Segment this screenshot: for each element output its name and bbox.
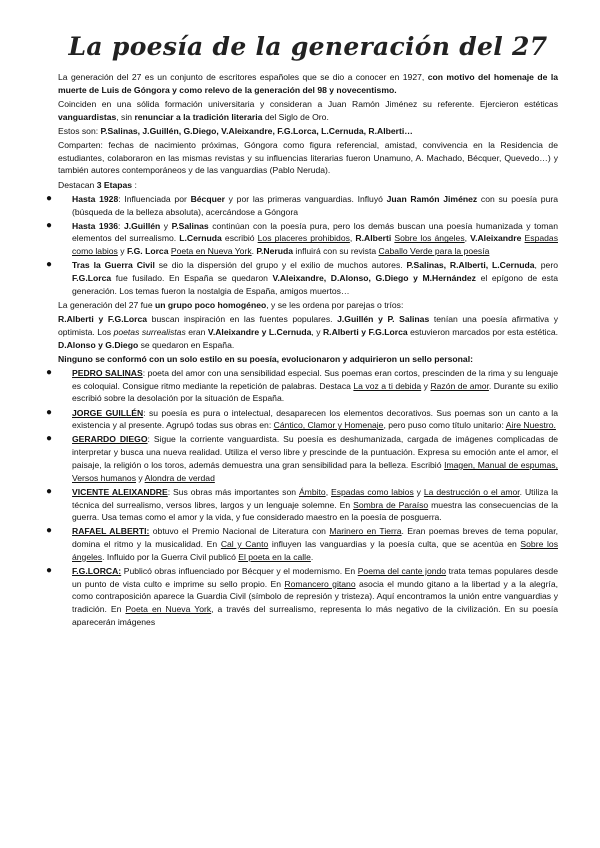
work-title: Espadas como labios <box>72 233 558 257</box>
groups-text: buscan inspiración en las fuentes populares. <box>147 314 338 325</box>
groups-bold: D.Alonso y G.Diego <box>58 339 139 350</box>
intro-text: del Siglo de Oro. <box>262 111 329 122</box>
groups-bold: R.Alberti y F.G.Lorca <box>58 314 148 325</box>
author-text: y <box>421 380 431 391</box>
stage-text: y <box>117 246 127 257</box>
groups-text: tenían una poesía afirmativa y optimista. Los <box>58 314 558 337</box>
stage-bold: V.Aleixandre, D.Alonso, G.Diego y M.Hernández <box>272 273 476 284</box>
stage-text: y por las primeras vanguardias. Influyó <box>224 193 387 204</box>
work-title: Cal y Canto <box>220 539 269 550</box>
author-text: : Sigue la corriente vanguardista. Su poesía es deshumanizada, cargada de imágenes complicadas de interpretar y busca una nueva realidad. Utiliza el verso libre y prescinde de la puntuación. Expresa su emoción ante el amor, el paisaje, la religión o los toros, además demuestra una gran sensibilidad para la belleza. Escribió <box>72 434 559 470</box>
work-title: Romancero gitano <box>284 578 356 589</box>
author-text: Publicó obras influenciado por Bécquer y el modernismo. En <box>121 566 358 577</box>
stage-text: . <box>251 246 257 257</box>
intro-text: : <box>132 179 137 190</box>
stage-bold: P.Salinas <box>171 220 209 231</box>
author-name: F.G.LORCA: <box>72 566 122 577</box>
stage-bold: P.Neruda <box>256 246 294 257</box>
intro-bold-text: con motivo del homenaje de la muerte de Luis de Góngora y como relevo de la generación del 98 y novecentismo. <box>58 72 558 95</box>
groups-paragraph-2 <box>58 313 558 351</box>
stage-text: el epígono de esta generación. Los temas fueron la nostalgia de España, amigos muertos… <box>72 273 558 296</box>
groups-italic: poetas surrealistas <box>113 326 186 337</box>
stage-text: y <box>160 220 172 231</box>
author-text: obtuvo el Premio Nacional de Literatura con <box>149 526 330 537</box>
author-text: : su poesía es pura o intelectual, desaparecen los elementos decorativos. Sus poemas son un canto a la existencia y al presente. Agrupó todas sus obras en: <box>72 407 558 431</box>
groups-paragraph-3 <box>58 353 558 366</box>
list-item <box>46 525 558 563</box>
intro-paragraph-2 <box>58 98 558 123</box>
bullet-icon: ● <box>46 366 53 378</box>
stage-text: , <box>464 233 471 244</box>
author-name: GERARDO DIEGO <box>72 434 148 445</box>
groups-bold: J.Guillén y P. Salinas <box>337 314 430 325</box>
work-title: El poeta en la calle <box>238 551 311 562</box>
stage-text: con su poesía pura (búsqueda de la belleza absoluta), acercándose a Góngora <box>72 193 558 217</box>
stage-bold: L.Cernuda <box>179 233 222 244</box>
groups-bold: R.Alberti y F.G.Lorca <box>322 326 408 337</box>
authors-list <box>46 366 559 629</box>
groups-text: La generación del 27 fue <box>58 299 155 310</box>
work-title: Sobre los ángeles <box>72 539 558 562</box>
work-title: Cántico, Clamor y Homenaje <box>273 420 384 431</box>
author-text: . Eran poemas breves de tema popular, domina el ritmo y la musicalidad. En <box>72 526 558 550</box>
stage-text: influirá con su revista <box>293 246 379 257</box>
list-item <box>46 406 558 432</box>
work-title: Poema del cante jondo <box>357 566 447 577</box>
author-text: influyen las vanguardias y la poesía culta, que se acentúa en <box>268 539 521 550</box>
stage-bold: R.Alberti <box>355 233 392 244</box>
stage-text: fue fusilado. En España se quedaron <box>111 273 273 284</box>
stage-bold: P.Salinas, R.Alberti, L.Cernuda <box>406 260 535 271</box>
author-text: : Sus obras más importantes son <box>167 486 299 497</box>
bullet-icon: ● <box>46 219 53 231</box>
groups-text: , y <box>311 326 323 337</box>
author-name: RAFAEL ALBERTI: <box>72 526 150 537</box>
work-title: Caballo Verde para la poesía <box>378 246 490 257</box>
author-text: muestra las consecuencias de la guerra. Usa temas como el amor y la vida, y fue considerado maestro en la poesía de posguerra. <box>72 499 558 523</box>
stage-text: escribió <box>221 233 258 244</box>
list-item <box>46 433 559 484</box>
groups-text: se quedaron en España. <box>138 339 235 350</box>
work-title: Poeta en Nueva York <box>170 246 252 257</box>
bullet-icon: ● <box>46 525 53 537</box>
groups-bold: un grupo poco homogéneo <box>155 299 267 310</box>
intro-paragraph-4 <box>58 139 558 177</box>
bullet-icon: ● <box>46 192 53 204</box>
stage-text: : Influenciada por <box>118 193 191 204</box>
author-text: . <box>310 551 314 562</box>
intro-text: Coinciden en una sólida formación universitaria y consideran a Juan Ramón Jiménez su referente. Ejercieron estéticas <box>58 98 558 109</box>
author-list: P.Salinas, J.Guillén, G.Diego, V.Aleixandre, F.G.Lorca, L.Cernuda, R.Alberti… <box>100 125 413 136</box>
author-name: JORGE GUILLÉN <box>72 407 144 418</box>
work-title: Imagen, Manual de espumas, Versos humanos <box>72 459 558 483</box>
work-title: Sobre los ángeles <box>394 233 465 244</box>
bullet-icon: ● <box>46 565 53 577</box>
list-item <box>46 485 558 524</box>
intro-text: Estos son: <box>58 125 101 136</box>
work-title: Ámbito <box>298 486 326 497</box>
intro-bold-text: 3 Etapas <box>96 179 133 190</box>
author-text: , <box>325 486 331 497</box>
intro-paragraph-3 <box>58 125 558 138</box>
stage-text: se dio la dispersión del grupo y el exilio de muchos autores. <box>154 260 407 271</box>
stage-text: continúan con la poesía pura, pero los demás buscan una poesía humanizada y toman elementos del surrealismo. <box>72 220 558 244</box>
stage-bold: V.Aleixandre <box>470 233 522 244</box>
groups-bold: V.Aleixandre y L.Cernuda <box>207 326 312 337</box>
list-item <box>46 259 558 297</box>
stage-text: : <box>118 220 124 231</box>
author-text: : poeta del amor con una sensibilidad especial. Sus poemas eran cortos, prescinden de la rima y su lenguaje es coloquial. Consigue ritmo mediante la repetición de palabras. Destaca <box>72 367 558 391</box>
groups-text: eran <box>185 326 208 337</box>
intro-text: Comparten: fechas de nacimiento próximas, Góngora como figura referencial, amistad, convivencia en la Residencia de estudiantes, colaboraron en las mismas revistas y su influencias literarias fueron Unamuno, A. Machado, Bécquer, Quevedo…) y también autores contemporáneos y de las vanguardias (Pablo Neruda). <box>58 140 558 176</box>
work-title: Sombra de Paraíso <box>353 499 429 510</box>
stage-heading: Tras la Guerra Civil <box>72 260 155 271</box>
groups-text: , y se les ordena por parejas o tríos: <box>266 299 404 310</box>
stage-bold: F.G. Lorca <box>126 246 169 257</box>
author-text: . Influido por la Guerra Civil publicó <box>102 551 239 562</box>
author-name: PEDRO SALINAS <box>72 367 143 378</box>
work-title: Aire Nuestro. <box>505 420 556 431</box>
stage-bold: J.Guillén <box>123 220 161 231</box>
stage-heading: Hasta 1928 <box>72 193 119 204</box>
groups-bold: Ninguno se conformó con un solo estilo en su poesía, evolucionaron y adquirieron un sello personal: <box>58 353 473 364</box>
work-title: Poeta en Nueva York <box>125 604 212 615</box>
work-title: Espadas como labios <box>331 486 414 497</box>
stage-text: , pero <box>534 260 558 271</box>
author-text: trata temas populares desde un punto de vista culto e imprime su sello propio. En <box>72 566 558 589</box>
intro-paragraph-1 <box>58 71 558 96</box>
stage-bold: F.G.Lorca <box>72 273 112 284</box>
bullet-icon: ● <box>46 433 53 445</box>
intro-text: La generación del 27 es un conjunto de escritores españoles que se dio a conocer en 1927, <box>58 72 428 82</box>
intro-text: , sin <box>116 111 135 122</box>
intro-bold-text: renunciar a la tradición literaria <box>134 111 263 122</box>
author-text: . Durante su exilio escribió sobre la desolación por la situación de España. <box>72 380 558 404</box>
list-item <box>46 219 558 258</box>
author-text: . Utiliza la técnica del surrealismo, versos libres, largos y un lenguaje solemne. En <box>72 486 558 510</box>
stage-bold: Bécquer <box>190 193 225 204</box>
work-title: Marinero en Tierra <box>329 526 402 537</box>
work-title: La voz a ti debida <box>353 380 422 391</box>
intro-bold-text: vanguardistas <box>58 111 117 122</box>
work-title: La destrucción o el amor <box>423 486 520 497</box>
list-item <box>46 366 558 405</box>
author-text: y <box>136 472 145 483</box>
intro-paragraph-5 <box>58 179 558 192</box>
author-text: asocia el mundo gitano a la libertad y a la alegría, como contraposición aparece la Guardia Civil (símbolo de represión y tristeza). Aquí encontramos la unión entre vanguardias y tradición. En <box>72 578 558 615</box>
stage-heading: Hasta 1936 <box>72 220 119 231</box>
bullet-icon: ● <box>46 485 53 497</box>
groups-paragraph-1 <box>58 299 558 312</box>
list-item <box>46 565 558 629</box>
work-title: Los placeres prohibidos <box>257 233 350 244</box>
intro-text: Destacan <box>58 179 97 190</box>
work-title: Razón de amor <box>430 380 489 391</box>
stages-list <box>46 192 558 298</box>
stage-text: , <box>349 233 356 244</box>
work-title: Alondra de verdad <box>144 472 215 483</box>
author-name: VICENTE ALEIXANDRE <box>72 486 168 497</box>
author-text: y <box>413 486 424 497</box>
groups-text: estuvieron marcados por esta estética. <box>407 326 558 337</box>
bullet-icon: ● <box>46 406 53 418</box>
stage-bold: Juan Ramón Jiménez <box>386 193 478 204</box>
page-title: La poesía de la generación del 27 <box>68 32 548 61</box>
bullet-icon: ● <box>46 259 53 271</box>
list-item <box>46 192 558 218</box>
author-text: , a través del surrealismo, representa lo más negativo de la civilización. En su poesía aparecerán imágenes <box>72 604 558 627</box>
author-text: , pero puso como título unitario: <box>383 420 506 431</box>
